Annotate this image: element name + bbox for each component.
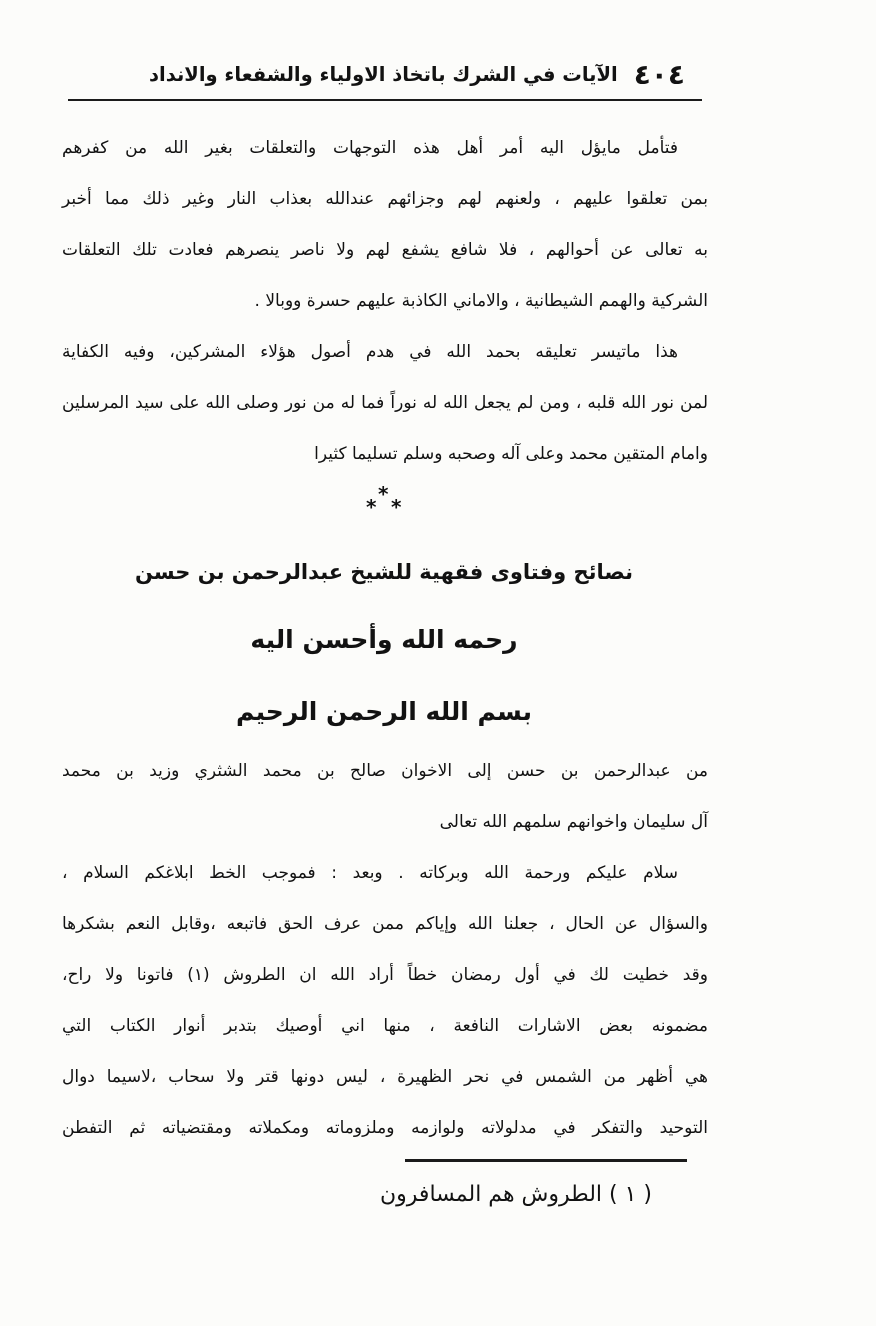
text-line: من عبدالرحمن بن حسن إلى الاخوان صالح بن محمد الشثري وزيد بن محمد xyxy=(62,761,708,781)
text-line: بمن تعلقوا عليهم ، ولعنهم لهم وجزائهم عندالله بعذاب النار وغير ذلك مما أخبر xyxy=(62,189,708,209)
text-line: لمن نور الله قلبه ، ومن لم يجعل الله له نوراً فما له من نور وصلى الله على سيد المرسلين xyxy=(62,393,708,413)
letter-address xyxy=(62,746,708,848)
letter-body xyxy=(62,848,708,1154)
text-line: به تعالى عن أحوالهم ، فلا شافع يشفع لهم ولا ناصر ينصرهم فعادت تلك التعلقات xyxy=(62,240,708,260)
text-line: الشركية والهمم الشيطانية ، والاماني الكاذبة عليهم حسرة ووبالا . xyxy=(254,291,708,311)
text-line: وامام المتقين محمد وعلى آله وصحبه وسلم تسليما كثيرا xyxy=(314,444,708,464)
footnote: ( ١ ) الطروش هم المسافرون xyxy=(380,1182,652,1207)
text-line: مضمونه بعض الاشارات النافعة ، منها اني أوصيك بتدبر أنوار الكتاب التي xyxy=(62,1016,708,1036)
text-line: هذا ماتيسر تعليقه بحمد الله في هدم أصول هؤلاء المشركين، وفيه الكفاية xyxy=(62,342,678,362)
text-line: فتأمل مايؤل اليه أمر أهل هذه التوجهات والتعلقات بغير الله من كفرهم xyxy=(62,138,678,158)
commentary-paragraph xyxy=(62,123,708,327)
commentary-paragraph xyxy=(62,327,708,480)
footnote-rule xyxy=(405,1159,687,1162)
text-line: وقد خطيت لك في أول رمضان خطاً أراد الله ان الطروش (١) فاتونا ولا راح، xyxy=(62,965,708,985)
section-separator xyxy=(360,480,410,520)
separator-star: * xyxy=(366,495,377,519)
text-line: والسؤال عن الحال ، جعلنا الله وإياكم ممن عرف الحق فاتبعه ،وقابل النعم بشكرها xyxy=(62,914,708,934)
text-line: التوحيد والتفكر في مدلولاته ولوازمه وملزوماته ومكملاته ومقتضياته ثم التفطن xyxy=(62,1118,708,1138)
header-rule xyxy=(68,99,702,101)
running-title: الآيات في الشرك باتخاذ الاولياء والشفعاء والانداد xyxy=(149,63,618,86)
text-line: آل سليمان واخوانهم سلمهم الله تعالى xyxy=(439,812,708,832)
separator-star: * xyxy=(378,482,389,506)
separator-star: * xyxy=(391,495,402,519)
running-header xyxy=(140,52,685,98)
section-title: نصائح وفتاوى فقهية للشيخ عبدالرحمن بن حسن xyxy=(135,560,633,584)
page-number: ٤٠٤ xyxy=(633,58,685,91)
text-line: سلام عليكم ورحمة الله وبركاته . وبعد : فموجب الخط ابلاغكم السلام ، xyxy=(62,863,678,883)
section-subtitle: رحمه الله وأحسن اليه xyxy=(250,625,518,654)
text-line: هي أظهر من الشمس في نحر الظهيرة ، ليس دونها قتر ولا سحاب ،لاسيما دوال xyxy=(62,1067,708,1087)
commentary-text xyxy=(62,123,708,480)
letter-text xyxy=(62,746,708,1154)
basmala: بسم الله الرحمن الرحيم xyxy=(236,697,532,726)
